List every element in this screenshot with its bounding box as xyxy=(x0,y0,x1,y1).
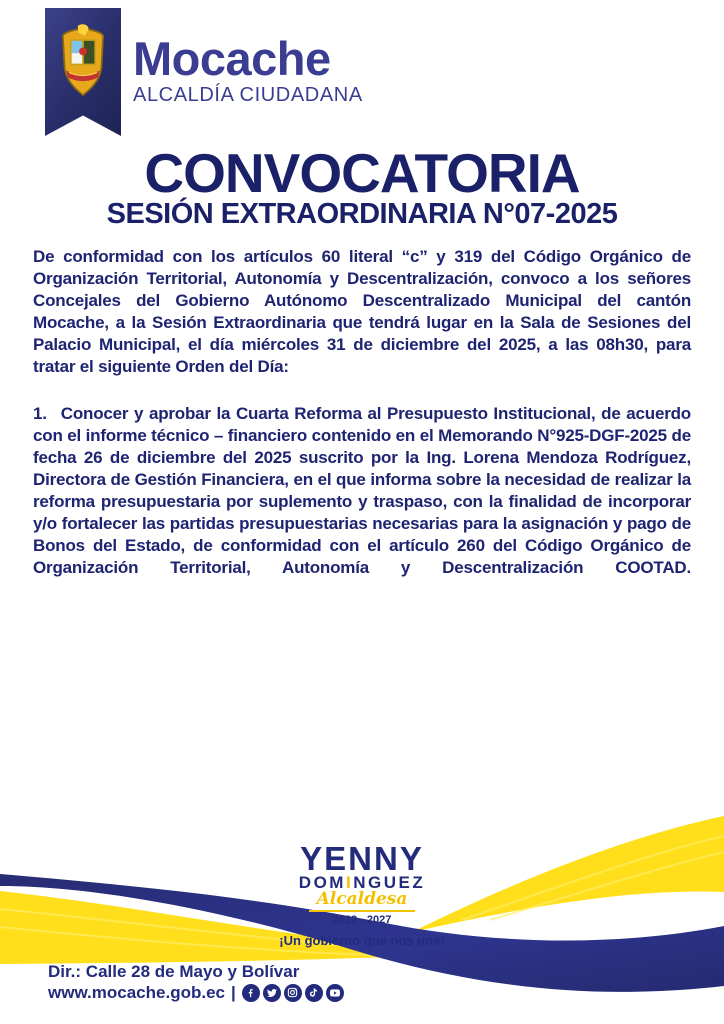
instagram-icon[interactable] xyxy=(284,984,302,1002)
address-label: Dir.: xyxy=(48,962,82,981)
facebook-icon[interactable] xyxy=(242,984,260,1002)
youtube-icon[interactable] xyxy=(326,984,344,1002)
brand-subtitle: ALCALDÍA CIUDADANA xyxy=(133,84,363,107)
mayor-first-name: YENNY xyxy=(300,840,424,877)
mayor-term-period: 2023 - 2027 xyxy=(332,914,392,927)
intro-paragraph: De conformidad con los artículos 60 literal “c” y 319 del Código Orgánico de Organización Territorial, Autonomía y Descentralización, convoco a los señores Concejales del Gobierno Autónomo Descentralizado Municipal del cantón Mocache, a la Sesión Extraordinaria que tendrá lugar en la Sala de Sesiones del Palacio Municipal, el día miércoles 31 de diciembre del 2025, a las 08h30, para tratar el siguiente Orden del Día: xyxy=(33,247,691,377)
coat-of-arms-banner-icon xyxy=(45,8,121,136)
document-body xyxy=(33,246,691,579)
twitter-icon[interactable] xyxy=(263,984,281,1002)
mayor-last-name: DOMINGUEZ xyxy=(298,873,426,893)
address-text: Calle 28 de Mayo y Bolívar xyxy=(85,962,300,981)
campaign-slogan: ¡Un gobierno que nos une! xyxy=(279,933,445,949)
web-social-line xyxy=(48,982,344,1003)
agenda-item-1 xyxy=(33,403,691,580)
contact-block xyxy=(48,961,344,1004)
website-link[interactable]: www.mocache.gob.ec xyxy=(48,983,225,1003)
social-icons-row xyxy=(242,984,344,1002)
brand-name: Mocache xyxy=(133,32,331,85)
brand-block xyxy=(133,34,363,107)
page-subtitle: SESIÓN EXTRAORDINARIA N°07-2025 xyxy=(106,198,618,230)
mayor-role-script: Alcaldesa xyxy=(309,891,416,912)
tiktok-icon[interactable] xyxy=(305,984,323,1002)
divider: | xyxy=(230,983,236,1003)
address-line xyxy=(48,961,344,982)
agenda-item-text: Conocer y aprobar la Cuarta Reforma al Presupuesto Institucional, de acuerdo con el informe técnico – financiero contenido en el Memorando N°925-DGF-2025 de fecha 26 de diciembre del 2025 suscrito por la Ing. Lorena Mendoza Rodríguez, Directora de Gestión Financiera, en el que informa sobre la necesidad de realizar la reforma presupuestaria por suplemento y traspaso, con la finalidad de incorporar y/o fortalecer las partidas presupuestarias necesarias para la asignación y pago de Bonos del Estado, de conformidad con el artículo 260 del Código Orgánico de Organización Territorial, Autonomía y Descentralización COOTAD. xyxy=(33,403,691,578)
mocache-shield-icon xyxy=(55,22,111,100)
gold-letter-accent: I xyxy=(345,873,354,893)
page-title: CONVOCATORIA xyxy=(144,142,580,204)
mayor-campaign-logo xyxy=(0,840,724,949)
agenda-item-number: 1. xyxy=(33,403,47,423)
